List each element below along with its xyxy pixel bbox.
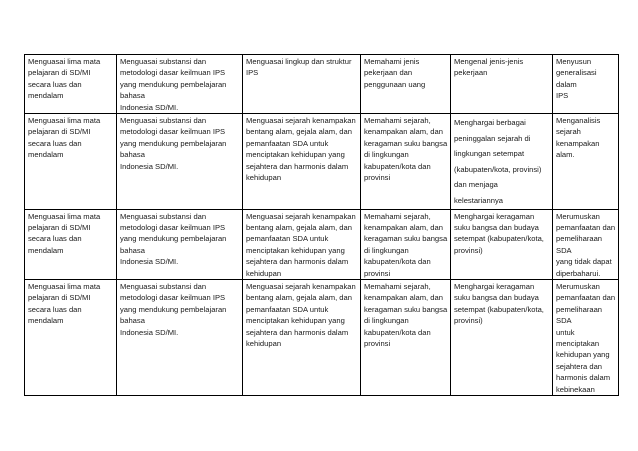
table-cell: Memahami jenis pekerjaan dan penggunaan uang xyxy=(361,55,451,114)
table-cell: Menghargai keragaman suku bangsa dan budaya setempat (kabupaten/kota, provinsi) xyxy=(451,209,553,279)
table-cell: Merumuskan pemanfaatan dan pemeliharaan SDA yang tidak dapat diperbaharui. xyxy=(553,209,619,279)
table-row xyxy=(25,209,619,279)
table-cell: Menguasai lima mata pelajaran di SD/MI secara luas dan mendalam xyxy=(25,209,117,279)
table-cell: Menguasai substansi dan metodologi dasar keilmuan IPS yang mendukung pembelajaran bahasa Indonesia SD/MI. xyxy=(117,280,243,396)
table-cell: Menguasai sejarah kenampakan bentang alam, gejala alam, dan pemanfaatan SDA untuk menciptakan kehidupan yang sejahtera dan harmonis dalam kehidupan xyxy=(243,280,361,396)
table-cell: Menguasai lingkup dan struktur IPS xyxy=(243,55,361,114)
table-cell: Menghargai keragaman suku bangsa dan budaya setempat (kabupaten/kota, provinsi) xyxy=(451,280,553,396)
table-cell: Menguasai sejarah kenampakan bentang alam, gejala alam, dan pemanfaatan SDA untuk menciptakan kehidupan yang sejahtera dan harmonis dalam kehidupan xyxy=(243,114,361,210)
table-cell: Menguasai lima mata pelajaran di SD/MI secara luas dan mendalam xyxy=(25,280,117,396)
table-cell: Merumuskan pemanfaatan dan pemeliharaan SDA untuk menciptakan kehidupan yang sejahtera dan harmonis dalam kebinekaan xyxy=(553,280,619,396)
table-cell: Menguasai substansi dan metodologi dasar keilmuan IPS yang mendukung pembelajaran bahasa Indonesia SD/MI. xyxy=(117,55,243,114)
table-row xyxy=(25,114,619,210)
table-cell: Memahami sejarah, kenampakan alam, dan keragaman suku bangsa di lingkungan kabupaten/kota dan provinsi xyxy=(361,280,451,396)
table-row xyxy=(25,280,619,396)
table-row xyxy=(25,55,619,114)
table-cell: Menyusun generalisasi dalam IPS xyxy=(553,55,619,114)
table-cell: Menguasai lima mata pelajaran di SD/MI secara luas dan mendalam xyxy=(25,114,117,210)
table-cell: Mengenal jenis-jenis pekerjaan xyxy=(451,55,553,114)
competency-table xyxy=(24,54,619,396)
table-cell: Memahami sejarah, kenampakan alam, dan keragaman suku bangsa di lingkungan kabupaten/kota dan provinsi xyxy=(361,209,451,279)
table-cell: Menguasai lima mata pelajaran di SD/MI secara luas dan mendalam xyxy=(25,55,117,114)
table-cell: Memahami sejarah, kenampakan alam, dan keragaman suku bangsa di lingkungan kabupaten/kota dan provinsi xyxy=(361,114,451,210)
table-cell: Menguasai sejarah kenampakan bentang alam, gejala alam, dan pemanfaatan SDA untuk menciptakan kehidupan yang sejahtera dan harmonis dalam kehidupan xyxy=(243,209,361,279)
table-cell: Menguasai substansi dan metodologi dasar keilmuan IPS yang mendukung pembelajaran bahasa Indonesia SD/MI. xyxy=(117,209,243,279)
table-cell: Menguasai substansi dan metodologi dasar keilmuan IPS yang mendukung pembelajaran bahasa Indonesia SD/MI. xyxy=(117,114,243,210)
table-cell: Menghargai berbagai peninggalan sejarah di lingkungan setempat (kabupaten/kota, provinsi) dan menjaga kelestariannya xyxy=(451,114,553,210)
table-cell: Menganalisis sejarah kenampakan alam. xyxy=(553,114,619,210)
